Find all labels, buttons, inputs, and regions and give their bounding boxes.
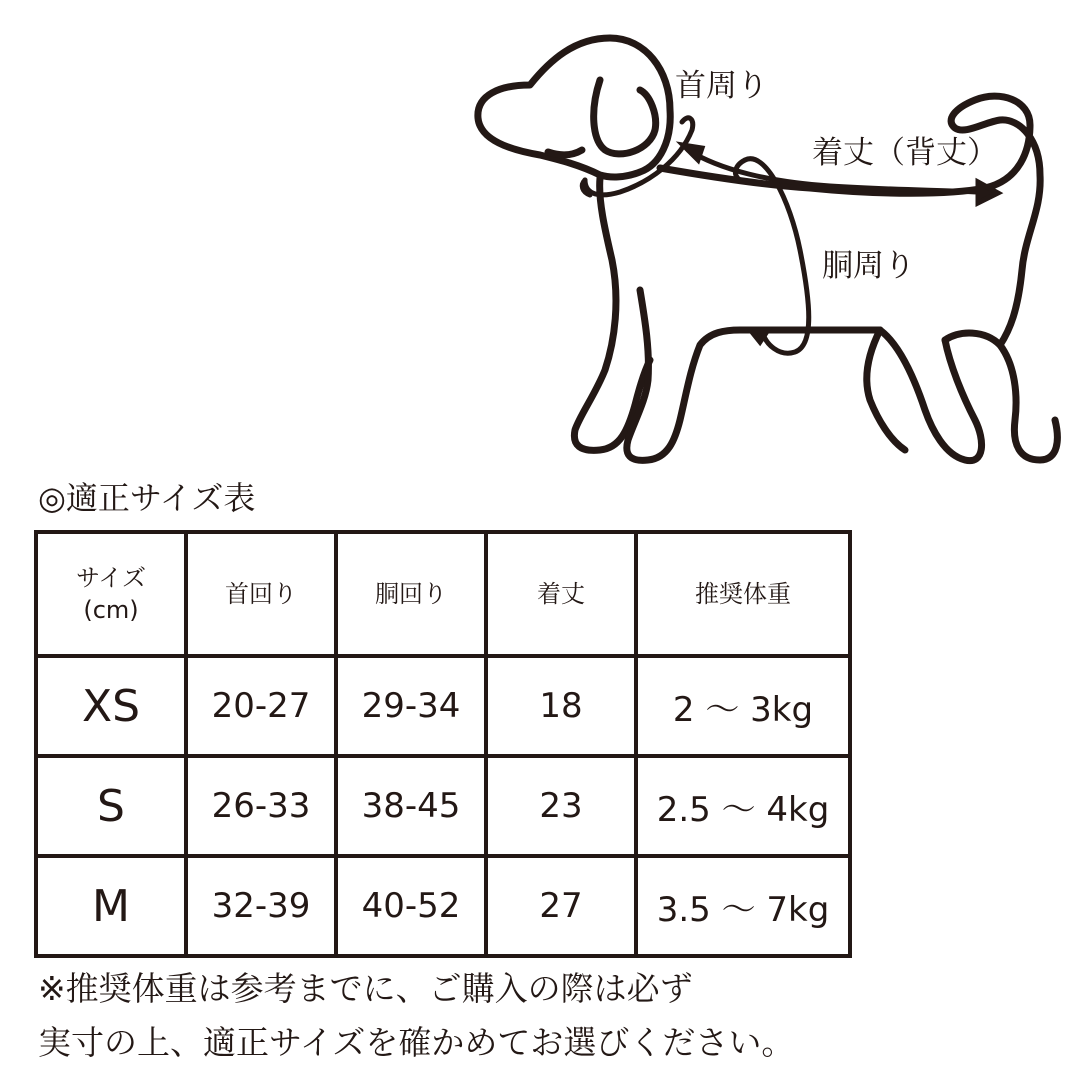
header-length: 着丈 (486, 532, 636, 656)
table-row (36, 856, 850, 956)
cell-chest: 38-45 (336, 756, 486, 856)
table-row (36, 656, 850, 756)
section-title: ◎適正サイズ表 (38, 479, 256, 517)
cell-weight: 2 ～ 3kg (636, 656, 850, 756)
header-size-label: サイズ (75, 564, 147, 592)
label-chest: 胴周り (822, 248, 915, 284)
size-table (34, 530, 852, 958)
header-size-unit: (cm) (83, 596, 139, 624)
label-length: 着丈（背丈） (812, 135, 998, 171)
cell-neck: 20-27 (186, 656, 336, 756)
cell-weight: 2.5 ～ 4kg (636, 756, 850, 856)
note-line-2: 実寸の上、適正サイズを確かめてお選びください。 (38, 1023, 795, 1062)
header-neck: 首回り (186, 532, 336, 656)
cell-neck: 26-33 (186, 756, 336, 856)
cell-size: XS (36, 656, 186, 756)
label-neck: 首周り (675, 68, 768, 104)
header-weight: 推奨体重 (636, 532, 850, 656)
cell-length: 27 (486, 856, 636, 956)
note-line-1: ※推奨体重は参考までに、ご購入の際は必ず (38, 969, 693, 1008)
cell-size: S (36, 756, 186, 856)
cell-neck: 32-39 (186, 856, 336, 956)
header-chest: 胴回り (336, 532, 486, 656)
cell-weight: 3.5 ～ 7kg (636, 856, 850, 956)
dog-measurement-diagram (0, 0, 1084, 480)
cell-length: 18 (486, 656, 636, 756)
table-header-row (36, 532, 850, 656)
header-size (36, 532, 186, 656)
purchase-note (38, 962, 794, 1070)
cell-length: 23 (486, 756, 636, 856)
cell-chest: 40-52 (336, 856, 486, 956)
cell-size: M (36, 856, 186, 956)
table-row (36, 756, 850, 856)
cell-chest: 29-34 (336, 656, 486, 756)
